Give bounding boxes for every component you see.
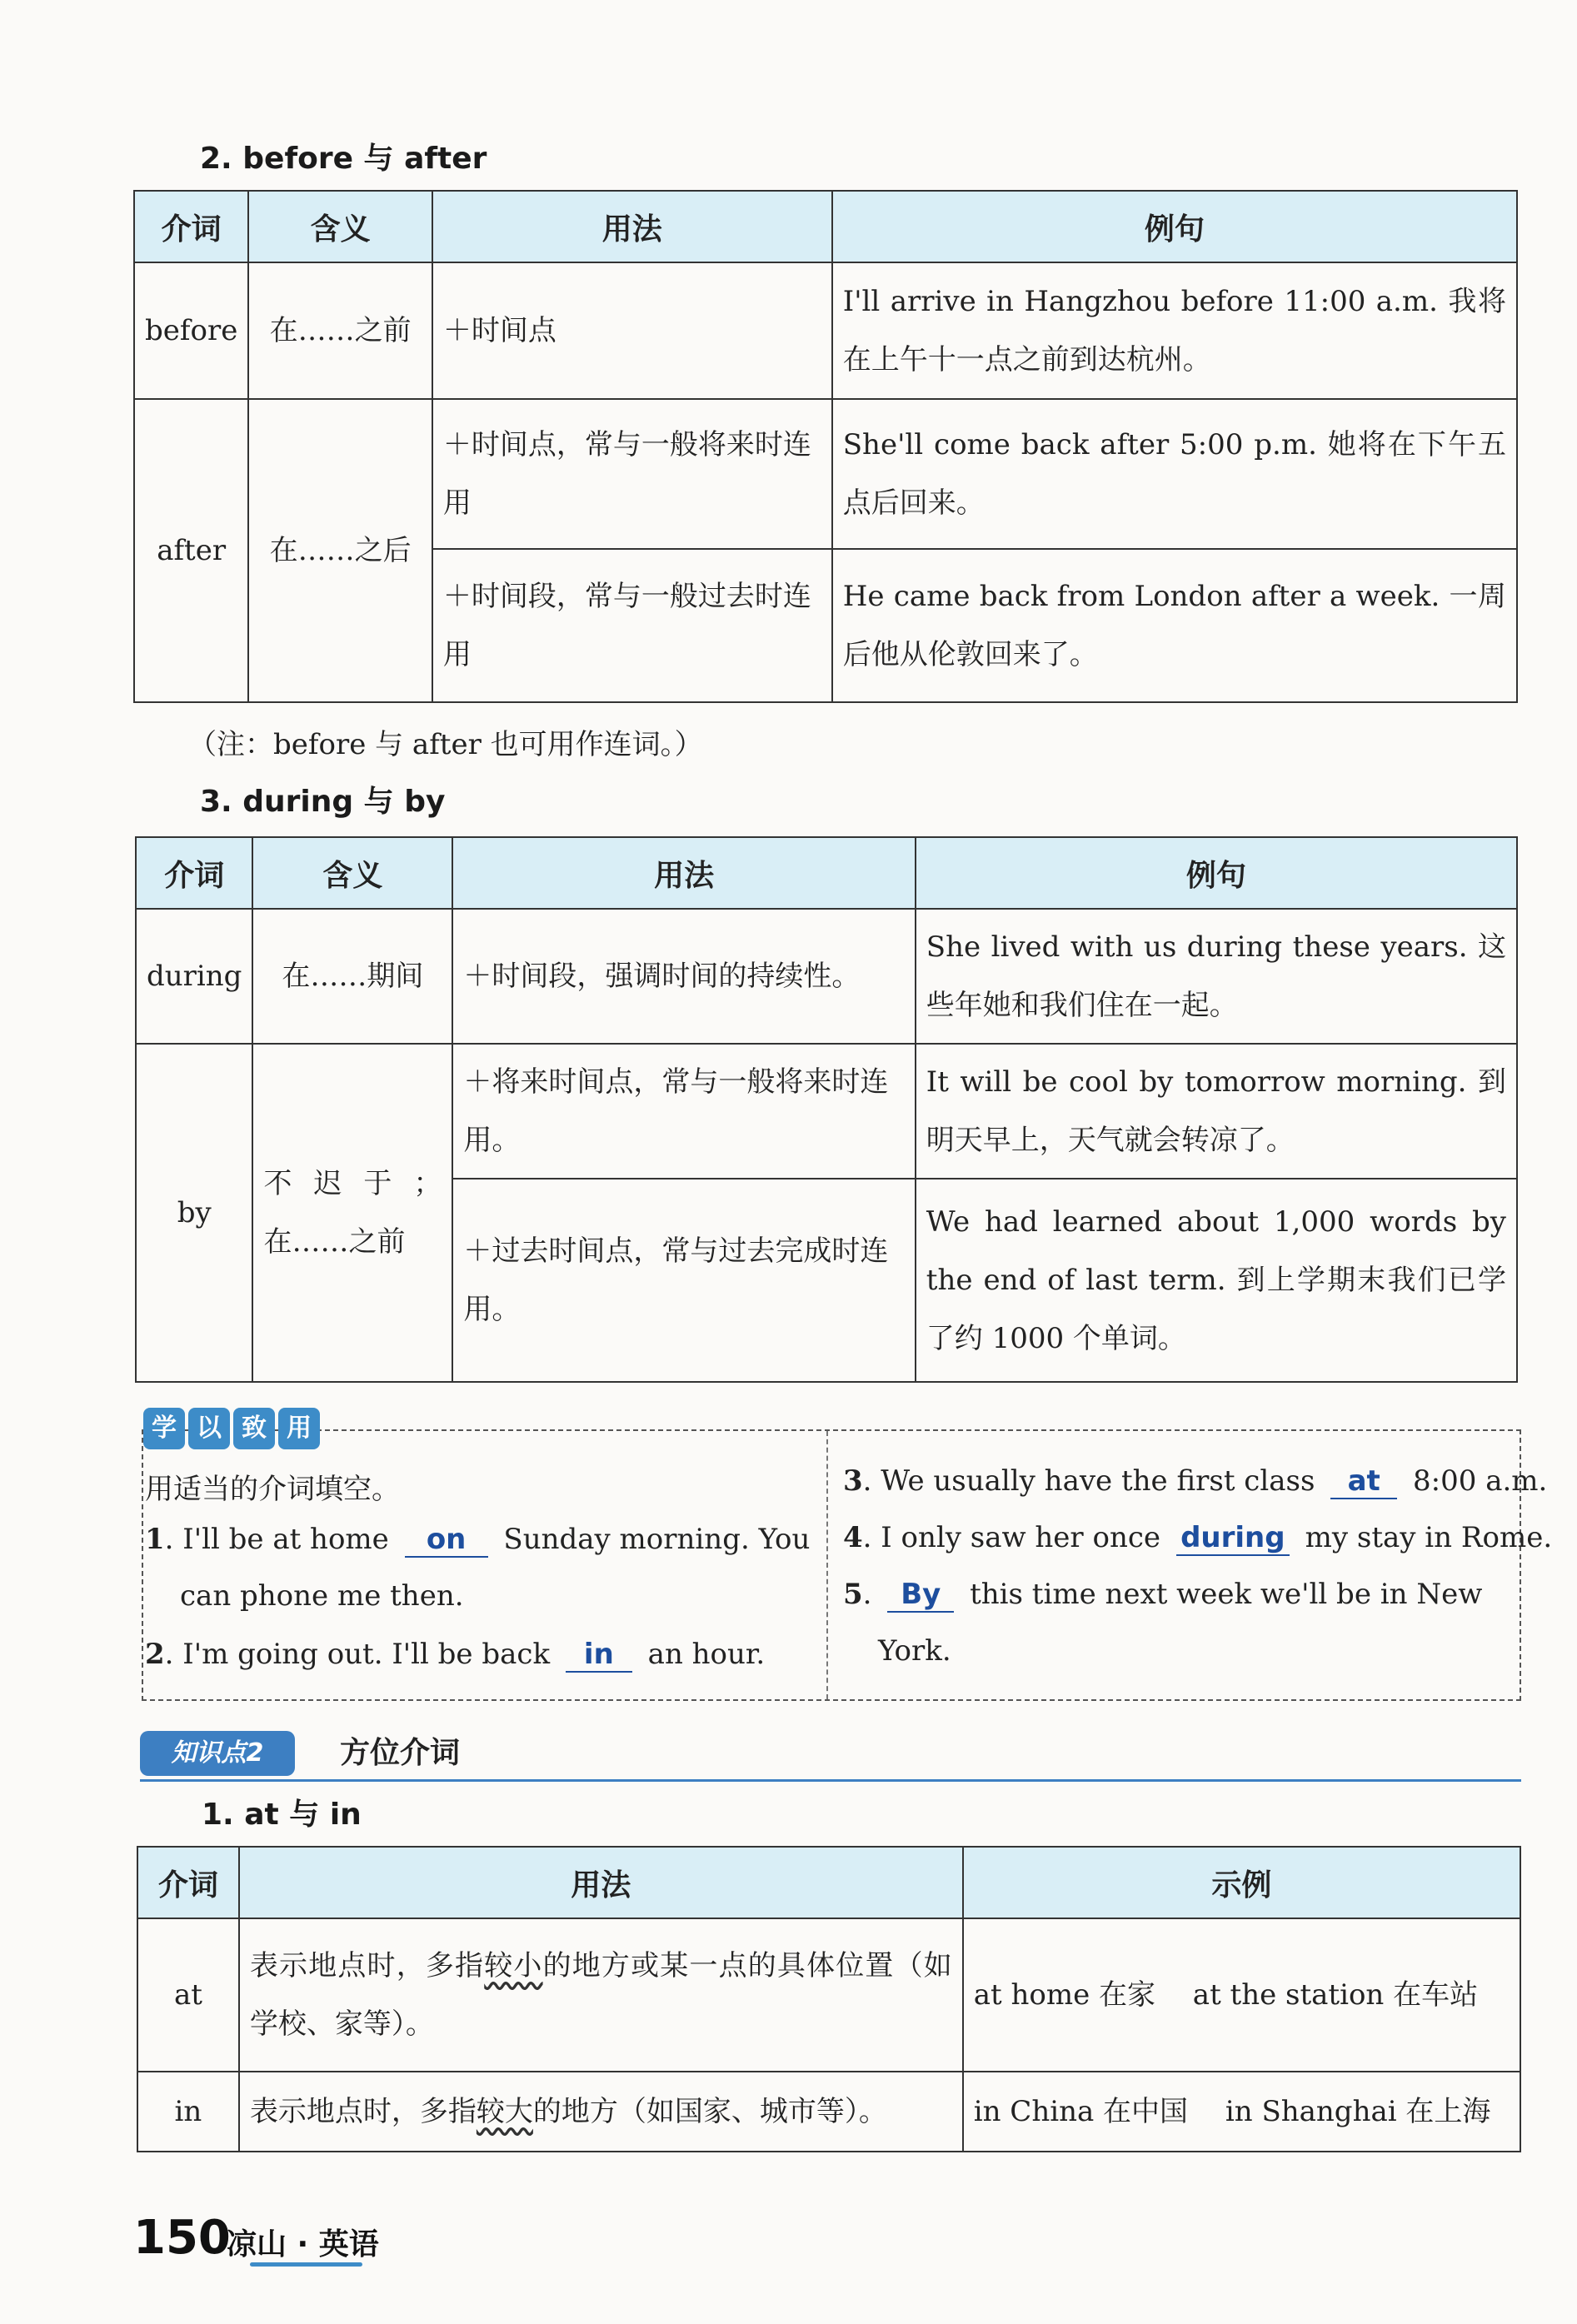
practice-tag-char: 致 <box>233 1408 275 1449</box>
table-row <box>134 399 1517 549</box>
example-cell: I'll arrive in Hangzhou before 11:00 a.m. 我将在上午十一点之前到达杭州。 <box>832 262 1517 399</box>
question-text: Sunday morning. You <box>503 1523 811 1556</box>
practice-tag-char: 学 <box>143 1408 185 1449</box>
section-title-at-in: 1. at 与 in <box>202 1798 362 1832</box>
header-meaning: 含义 <box>248 191 432 262</box>
question-text: . I'll be at home <box>164 1523 389 1556</box>
practice-left-column <box>143 1431 828 1699</box>
prep-cell: before <box>134 262 248 399</box>
question-text: 8:00 a.m. <box>1413 1464 1548 1498</box>
question-text: . I only saw her once <box>862 1521 1161 1554</box>
table-during-by <box>135 836 1518 1383</box>
table-before-after <box>133 190 1518 703</box>
practice-tag-char: 用 <box>278 1408 320 1449</box>
answer-blank[interactable]: By <box>887 1578 954 1613</box>
header-usage: 用法 <box>452 837 915 909</box>
header-meaning: 含义 <box>252 837 452 909</box>
practice-question-1 <box>145 1523 810 1558</box>
header-prep: 介词 <box>136 837 252 909</box>
practice-question-5 <box>843 1578 1482 1613</box>
table-row <box>134 262 1517 399</box>
note-conjunction: （注：before 与 after 也可用作连词。） <box>188 728 703 761</box>
usage-emphasis: 较大 <box>476 2095 533 2128</box>
usage-cell: ＋时间点，常与一般将来时连用 <box>432 399 832 549</box>
prep-cell: during <box>136 909 252 1044</box>
practice-question-4 <box>843 1521 1552 1556</box>
question-text: an hour. <box>647 1638 766 1671</box>
question-text: . We usually have the first class <box>862 1464 1315 1498</box>
usage-text: 表示地点时，多指 <box>249 2095 477 2128</box>
answer-blank[interactable]: on <box>405 1523 488 1558</box>
question-number: 5 <box>843 1578 863 1611</box>
usage-cell <box>239 1918 963 2072</box>
meaning-cell: 在……期间 <box>252 909 452 1044</box>
table-row <box>136 1044 1517 1179</box>
book-title: 凉山 · 英语 <box>227 2227 379 2262</box>
question-text: my stay in Rome. <box>1305 1521 1553 1554</box>
practice-instruction: 用适当的介词填空。 <box>145 1473 400 1506</box>
question-text: this time next week we'll be in New <box>970 1578 1483 1611</box>
practice-box <box>142 1429 1553 1701</box>
answer-blank[interactable]: at <box>1330 1464 1397 1499</box>
prep-cell: in <box>137 2072 239 2152</box>
header-example: 例句 <box>916 837 1517 909</box>
section-title-before-after: 2. before 与 after <box>200 142 487 176</box>
practice-question-3 <box>843 1464 1547 1499</box>
table-row <box>137 1918 1520 2072</box>
prep-cell: at <box>137 1918 239 2072</box>
prep-cell: by <box>136 1044 252 1382</box>
example-cell: He came back from London after a week. 一周后他从伦敦回来了。 <box>832 549 1517 702</box>
question-number: 2 <box>145 1638 165 1671</box>
knowledge-point-divider <box>140 1779 1521 1782</box>
example-cell: We had learned about 1,000 words by the end of last term. 到上学期末我们已学了约 1000 个单词。 <box>916 1179 1517 1382</box>
example-cell: She lived with us during these years. 这些年她和我们住在一起。 <box>916 909 1517 1044</box>
answer-blank[interactable]: during <box>1176 1521 1290 1556</box>
usage-cell <box>239 2072 963 2152</box>
header-example: 示例 <box>963 1847 1520 1918</box>
knowledge-point-title: 方位介词 <box>340 1736 461 1770</box>
usage-text: 表示地点时，多指 <box>249 1949 485 1982</box>
practice-tag <box>143 1408 320 1449</box>
practice-right-column <box>831 1431 1553 1699</box>
table-header-row <box>136 837 1517 909</box>
meaning-cell: 不迟于；在……之前 <box>252 1044 452 1382</box>
usage-text: 的地方（如国家、城市等）。 <box>532 2095 887 2128</box>
practice-tag-char: 以 <box>188 1408 230 1449</box>
example-cell: at home 在家 at the station 在车站 <box>963 1918 1520 2072</box>
usage-cell: ＋时间点 <box>432 262 832 399</box>
question-number: 3 <box>843 1464 863 1498</box>
meaning-cell: 在……之后 <box>248 399 432 702</box>
usage-cell: ＋时间段，强调时间的持续性。 <box>452 909 915 1044</box>
header-usage: 用法 <box>239 1847 963 1918</box>
section-title-during-by: 3. during 与 by <box>200 785 446 819</box>
question-text: . <box>862 1578 872 1611</box>
practice-question-2 <box>145 1638 765 1673</box>
header-usage: 用法 <box>432 191 832 262</box>
example-cell: She'll come back after 5:00 p.m. 她将在下午五点后回来。 <box>832 399 1517 549</box>
page-number: 150 <box>133 2211 231 2265</box>
question-number: 1 <box>145 1523 165 1556</box>
knowledge-point-badge: 知识点2 <box>140 1731 295 1776</box>
practice-question-1-cont: can phone me then. <box>180 1579 464 1613</box>
usage-cell: ＋过去时间点，常与过去完成时连用。 <box>452 1179 915 1382</box>
table-row <box>136 909 1517 1044</box>
meaning-cell: 在……之前 <box>248 262 432 399</box>
usage-cell: ＋将来时间点，常与一般将来时连用。 <box>452 1044 915 1179</box>
header-example: 例句 <box>832 191 1517 262</box>
table-at-in <box>137 1846 1521 2152</box>
example-cell: It will be cool by tomorrow morning. 到明天早上，天气就会转凉了。 <box>916 1044 1517 1179</box>
table-row <box>137 2072 1520 2152</box>
footer-accent-line <box>250 2262 362 2267</box>
table-header-row <box>134 191 1517 262</box>
question-number: 4 <box>843 1521 863 1554</box>
usage-text: 的地方或某一点的具体位置（如学校、家等）。 <box>249 1949 952 2041</box>
answer-blank[interactable]: in <box>566 1638 632 1673</box>
header-prep: 介词 <box>134 191 248 262</box>
usage-emphasis: 较小 <box>484 1949 543 1982</box>
usage-cell: ＋时间段，常与一般过去时连用 <box>432 549 832 702</box>
prep-cell: after <box>134 399 248 702</box>
header-prep: 介词 <box>137 1847 239 1918</box>
question-text: . I'm going out. I'll be back <box>164 1638 551 1671</box>
example-cell: in China 在中国 in Shanghai 在上海 <box>963 2072 1520 2152</box>
table-header-row <box>137 1847 1520 1918</box>
practice-question-5-cont: York. <box>878 1634 951 1668</box>
